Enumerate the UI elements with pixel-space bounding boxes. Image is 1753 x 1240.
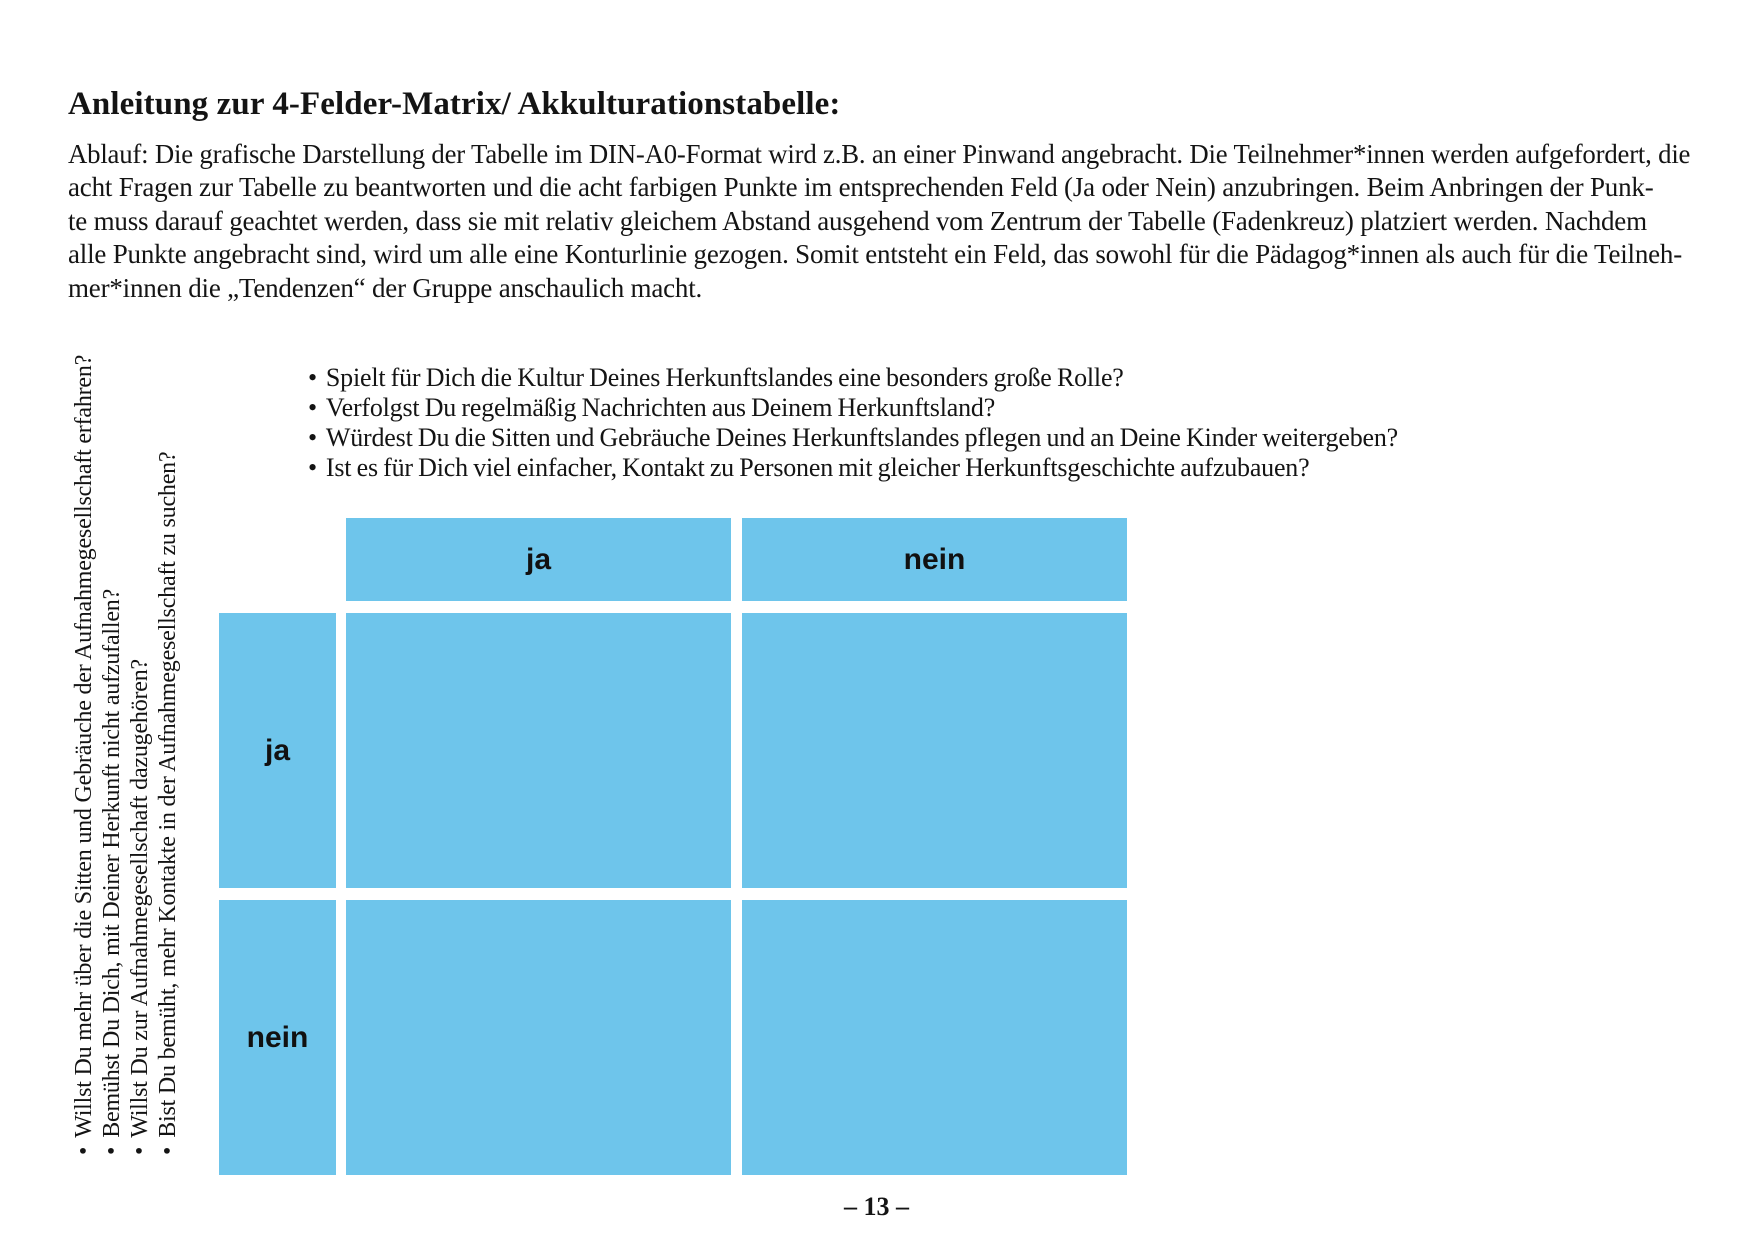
question-text: Willst Du zur Aufnahmegesellschaft dazugehören?	[127, 659, 153, 1138]
bullet-marker: •	[308, 363, 317, 392]
matrix-cell-nein-ja	[346, 900, 731, 1175]
matrix-row-header-ja: ja	[219, 613, 336, 888]
list-item	[308, 453, 1398, 483]
page-number: – 13 –	[844, 1192, 909, 1221]
question-text: Verfolgst Du regelmäßig Nachrichten aus Deinem Herkunftsland?	[325, 393, 996, 422]
matrix-cell-ja-ja	[346, 613, 731, 888]
bullet-marker: •	[127, 1146, 153, 1155]
question-text: Würdest Du die Sitten und Gebräuche Deines Herkunftslandes pflegen und an Deine Kinder weitergeben?	[325, 423, 1398, 452]
matrix-row-header-nein: nein	[219, 900, 336, 1175]
page-title: Anleitung zur 4-Felder-Matrix/ Akkulturationstabelle:	[68, 86, 841, 122]
paragraph-line: te muss darauf geachtet werden, dass sie mit relativ gleichem Abstand ausgehend vom Zentrum der Tabelle (Fadenkreuz) platziert werden. Nachdem	[68, 205, 1647, 236]
bullet-marker: •	[308, 393, 317, 422]
matrix-column-header-nein: nein	[742, 518, 1127, 601]
question-text: Bist Du bemüht, mehr Kontakte in der Aufnahmegesellschaft zu suchen?	[155, 451, 181, 1138]
bullet-marker: •	[99, 1146, 125, 1155]
bullet-marker: •	[308, 423, 317, 452]
bullet-marker: •	[71, 1146, 97, 1155]
row-question-vertical	[98, 589, 126, 1155]
matrix-cell-nein-nein	[742, 900, 1127, 1175]
list-item	[308, 423, 1398, 453]
matrix-cell-ja-nein	[742, 613, 1127, 888]
question-text: Ist es für Dich viel einfacher, Kontakt zu Personen mit gleicher Herkunftsgeschichte aufzubauen?	[325, 453, 1310, 482]
bullet-marker: •	[155, 1146, 181, 1155]
list-item	[308, 393, 1398, 423]
row-question-vertical	[126, 659, 154, 1155]
row-question-vertical	[70, 355, 98, 1155]
question-text: Bemühst Du Dich, mit Deiner Herkunft nicht aufzufallen?	[99, 588, 125, 1138]
column-questions-list	[308, 363, 1398, 483]
list-item	[308, 363, 1398, 393]
paragraph-line: acht Fragen zur Tabelle zu beantworten und die acht farbigen Punkte im entsprechenden Feld (Ja oder Nein) anzubringen. Beim Anbringen der Punk-	[68, 172, 1654, 203]
row-question-vertical	[154, 452, 182, 1155]
paragraph-line: Ablauf: Die grafische Darstellung der Tabelle im DIN-A0-Format wird z.B. an einer Pinwand angebracht. Die Teilnehmer*innen werden aufgefordert, die	[68, 139, 1691, 169]
bullet-marker: •	[308, 453, 317, 482]
question-text: Spielt für Dich die Kultur Deines Herkunftslandes eine besonders große Rolle?	[325, 363, 1124, 392]
paragraph-line: mer*innen die „Tendenzen“ der Gruppe anschaulich macht.	[68, 272, 703, 303]
matrix-column-header-ja: ja	[346, 518, 731, 601]
intro-paragraph	[68, 138, 1690, 305]
question-text: Willst Du mehr über die Sitten und Gebräuche der Aufnahmegesellschaft erfahren?	[71, 354, 97, 1138]
paragraph-line: alle Punkte angebracht sind, wird um alle eine Konturlinie gezogen. Somit entsteht ein Feld, das sowohl für die Pädagog*innen als auch für die Teilneh-	[68, 239, 1683, 270]
